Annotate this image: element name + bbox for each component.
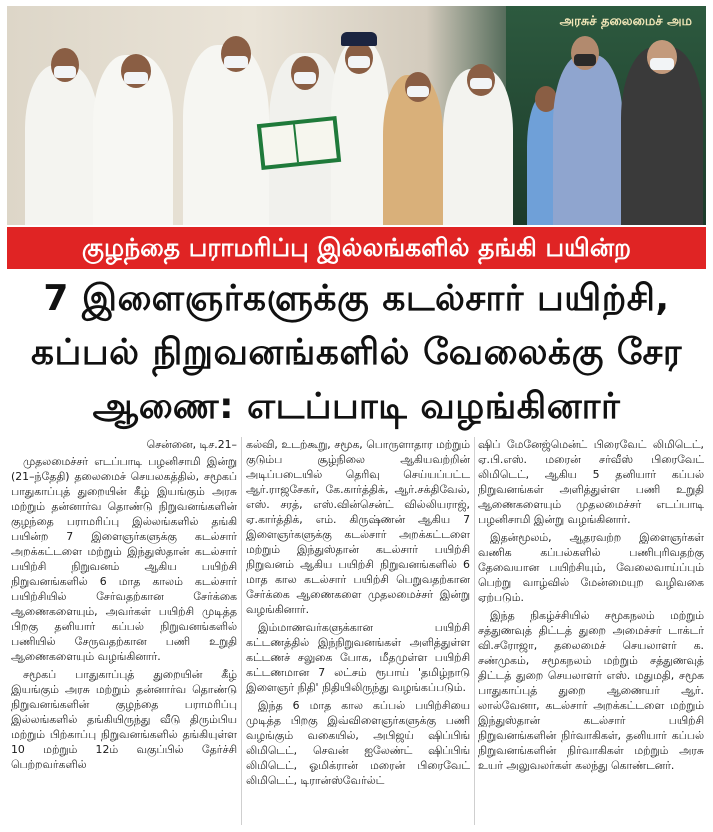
headline-line-1: 7 இளைஞர்களுக்கு கடல்சார் பயிற்சி,: [43, 278, 670, 319]
face-mask: [224, 56, 248, 68]
paragraph: ஷிப் மேனேஜ்மென்ட் பிரைவேட் லிமிடெட், ஏ.பி.எஸ். மரைன் சர்வீஸ் பிரைவேட் லிமிடெட், ஆகிய 5 தனியார் கப்பல் நிறுவனங்கள் அளித்துள்ள பணி உறுதி ஆணைகளையும் முதலமைச்சர் எடப்பாடி பழனிசாமி இன்று வழங்கினார்.: [478, 438, 704, 526]
face-mask: [124, 72, 148, 84]
paragraph: கல்வி, உடற்கூறு, சமூக, பொருளாதார மற்றும் குடும்ப சூழ்நிலை ஆகியவற்றின் அடிப்படையில் தெரிவு செய்யப்பட்ட ஆர்.ராஜசேகர், கே.கார்த்திக், ஆர்.சக்திவேல், எஸ். சரத், எஸ்.வின்சென்ட் வில்லியராஜ், ஏ.கார்த்திக், எம். கிருஷ்ணன் ஆகிய 7 இளைஞர்களுக்கு கடல்சார் அறக்கட்டளை மற்றும் இந்துஸ்தான் கடல்சார் பயிற்சி நிறுவனம் ஆகிய பயிற்சி நிறுவனங்களில் 6 மாத கால கடல்சார் பயிற்சி பெறுவதற்கான சேர்க்கை ஆணைகளை முதலமைச்சர் இன்று வழங்கினார்.: [246, 438, 470, 616]
headline-line-2: கப்பல் நிறுவனங்களில் வேலைக்கு சேர: [31, 332, 682, 373]
paragraph: இம்மாணவர்களுக்கான பயிற்சி கட்டணத்தில் இந்நிறுவனங்கள் அளித்துள்ள கட்டணச் சலுகை போக, மீதமுள்ள பயிற்சி கட்டணமான 7 லட்சம் ரூபாய் 'தமிழ்நாடு இளைஞர் நிதி' நிதியிலிருந்து வழங்கப்படும்.: [246, 621, 470, 694]
person-figure: [183, 45, 269, 225]
person-figure: [553, 55, 623, 225]
face-mask: [650, 58, 674, 70]
person-figure: [25, 65, 99, 225]
headline-line-3: ஆணை: எடப்பாடி வழங்கினார்: [92, 386, 621, 427]
face-mask: [294, 72, 316, 84]
face-mask: [348, 56, 370, 68]
certificate-folder: [257, 116, 341, 170]
article-body: [11, 437, 706, 825]
paragraph: இதன்மூலம், ஆதரவற்ற இளைஞர்கள் வணிக கப்பல்களில் பணிபுரிவதற்கு தேவையான பயிற்சியும், வேலைவாய்ப்பும் பெற்று வாழ்வில் மேன்மையுற வழிவகை ஏற்படும்.: [478, 531, 704, 604]
paragraph: சமூகப் பாதுகாப்புத் துறையின் கீழ் இயங்கும் அரசு மற்றும் தன்னார்வ தொண்டு நிறுவனங்களின் குழந்தை பராமரிப்பு இல்லங்களில் தங்கியிருந்து வீடு திரும்பிய மற்றும் பிற்காப்பு நிறுவனங்களில் தங்கியுள்ள 10 மற்றும் 12ம் வகுப்பில் தேர்ச்சி பெற்றவர்களில்: [11, 668, 237, 771]
face-mask: [574, 54, 596, 66]
photo-banner-text: அரசுச் தலைமைச் அம: [559, 14, 692, 29]
paragraph: இந்த 6 மாத கால கப்பல் பயிற்சியை முடித்த பிறகு இவ்விளைஞர்களுக்கு பணி வழங்கும் வகையில், அபிஜய் ஷிப்பிங் லிமிடெட், செவன் ஐலேண்ட் ஷிப்பிங் லிமிடெட், ஓமிக்ரான் மரைன் பிரைவேட் லிமிடெட், டிரான்ஸ்வேர்ல்ட்: [246, 699, 470, 787]
headline: [7, 272, 706, 434]
news-photo: [7, 6, 706, 225]
face-mask: [407, 86, 429, 97]
article-column-3: [478, 437, 704, 825]
police-cap: [341, 32, 377, 46]
paragraph: இந்த நிகழ்ச்சியில் சமூகநலம் மற்றும் சத்துணவுத் திட்டத் துறை அமைச்சர் டாக்டர் வி.சரோஜா, தலைமைச் செயலாளர் க. சண்முகம், சமூகநலம் மற்றும் சத்துணவுத் திட்டத் துறை செயலாளர் எஸ். மதுமதி, சமூக பாதுகாப்புத் துறை ஆணையர் ஆர். லால்வேனா, கடல்சார் அறக்கட்டளை மற்றும் இந்துஸ்தான் கடல்சார் பயிற்சி நிறுவனங்களின் நிர்வாகிகள், தனியார் கப்பல் நிறுவனங்களின் நிர்வாகிகள் மற்றும் அரசு உயர் அலுவலர்கள் கலந்து கொண்டனர்.: [478, 609, 704, 772]
article-column-2: [246, 437, 470, 825]
dateline: சென்னை, டிச.21–: [146, 438, 237, 451]
paragraph: முதலமைச்சர் எடப்பாடி பழனிசாமி இன்று (21–ந்தேதி) தலைமைச் செயலகத்தில், சமூகப் பாதுகாப்புத் துறையின் கீழ் இயங்கும் அரசு மற்றும் தன்னார்வ தொண்டு நிறுவனங்களின் குழந்தை பராமரிப்பு இல்லங்களில் தங்கி பயின்ற 7 இளைஞர்களுக்கு கடல்சார் அறக்கட்டளை மற்றும் இந்துஸ்தான் கடல்சார் பயிற்சி நிறுவனம் ஆகிய பயிற்சி நிறுவனங்களில் 6 மாத காலம் கடல்சார் பயிற்சியில் சேர்வதற்கான சேர்க்கை ஆணைகளையும், அவர்கள் பயிற்சி முடித்த பிறகு தனியார் கப்பல் நிறுவனங்களில் பணியில் சேருவதற்கான பணி உறுதி ஆணைகளையும் வழங்கினார்.: [11, 455, 237, 663]
kicker-banner: குழந்தை பராமரிப்பு இல்லங்களில் தங்கி பயின்ற: [7, 227, 706, 269]
face-mask: [54, 66, 76, 78]
article-column-1: [11, 437, 237, 825]
face-mask: [470, 78, 492, 89]
